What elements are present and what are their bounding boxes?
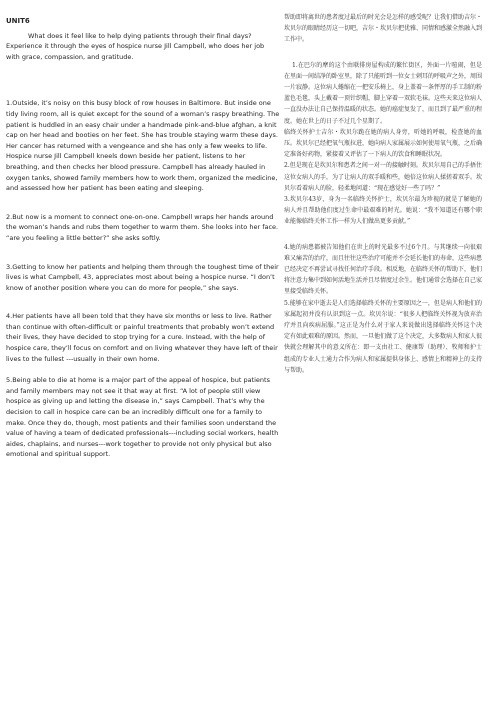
english-intro: What does it feel like to help dying patients through their final days? Experience it through the eyes of hospice nurse Jill Campbell, who does her job with grace, compassion, and gratitude. bbox=[6, 31, 265, 61]
english-paragraph-2: 2.But now is a moment to connect one-on-one. Campbell wraps her hands around the woman’s hands and rubs them together to warm them. She looks into her face. “are you feeling a little better?” she asks softly. bbox=[6, 212, 279, 242]
chinese-paragraph-4: 4.她的病患都被告知他们在世上的时光最多不过6个月。与其继续一向很艰难又痛苦的治疗，而且往往这些治疗可能并不会延长他们的寿命，这些病患已经决定不再尝试寻找任何治疗手段。相反地，在临终关怀的帮助下，他们将注意力集中到如何活地生活并且尽情度过余生。他们通常会选择在自己家里接受临终关怀。 bbox=[284, 243, 483, 296]
english-paragraph-3: 3.Getting to know her patients and helping them through the toughest time of their lives is what Campbell, 43, appreciates most about being a hospice nurse. “I don’t know of another position where you can do more for people,” she says. bbox=[6, 262, 279, 292]
chinese-paragraph-2: 2.但是现在是坎贝尔和患者之间一对一的接触时刻。坎贝尔用自己的手捂住这位女病人的手，为了让病人的双手暖和些，她倍这位病人揉搓着双手。坎贝尔看着病人的脸，轻柔地问道：“现在感觉好一些了吗？” bbox=[284, 162, 483, 192]
chinese-paragraph-1: 1.在巴尔的摩的这个由联排房屋构成的繁忙街区，外面一片喧闹，但是在里面一间结净的卧室里，除了只能听到一位女士刺耳的呼吸声之外，周围一片寂静。这位病人蜷缩在一把安乐椅上，身上盖着一条怦厚的手工制的粉蓝色毛毯，头上戴着一顶针织帽，脚上穿着一双软毛袜。这些天来这位病人一直没办法让自己保持温暖的状态。她的癌症复发了，而且到了最严重的程度。她在世上的日子不过几个星期了。 bbox=[284, 61, 483, 125]
chinese-text-column bbox=[284, 12, 482, 376]
chinese-paragraph-1b: 临终关怀护士吉尔・坎贝尔跪在她的病人身旁，听她的呼吸，检查她的血压。坎贝尔已经把氧气瓶拉进，她向病人家属展示如何使用氧气瓶，之后确定准备好药物，紧接着又评估了一下病人的饮食和睡眠状况。 bbox=[284, 128, 483, 159]
english-paragraph-1b: Hospice nurse Jill Campbell kneels down beside her patient, listens to her breathing, and then checks her blood pressure. Campbell has already hauled in oxygen tanks, showed family members how to work them, organized the medicine, and assessed how her patient has been eating and sleeping. bbox=[6, 152, 278, 193]
english-paragraph-4: 4.Her patients have all been told that they have six months or less to live. Rather than continue with often-difficult or painful treatments that probably won’t extend their lives, they have decided to stop trying for a cure. Instead, with the help of hospice care, they’ll focus on comfort and on living whatever they have left of their lives to the fullest ---usually in their own home. bbox=[6, 312, 278, 363]
english-text-column bbox=[6, 16, 280, 460]
unit-title: UNIT6 bbox=[6, 17, 30, 25]
chinese-intro: 帮助即将离世的患者度过最后的时光会是怎样的感受呢？让我们借助吉尔・坎贝尔的眼睛经历这一切吧，吉尔・坎贝尔把优雅、同情和感激全然融入到工作中。 bbox=[284, 14, 483, 44]
english-paragraph-5: 5.Being able to die at home is a major part of the appeal of hospice, but patients and family members may not see it that way at first. “A lot of people still view hospice as giving up and letting the disease in,” says Campbell. That’s why the decision to call in hospice care can be an incredibly difficult one for a family to make. Once they do, though, most patients and their families soon understand the value of having a team of dedicated professionals---including social workers, health aides, chaplains, and nurses---work together to provide not only physical but also emotional and spiritual support. bbox=[6, 376, 279, 459]
chinese-paragraph-3: 3.坎贝尔43岁，身为一名临终关怀护士，坎贝尔最为珍视的就是了解她的病人并且帮助他们度过生命中最艰难的时光。她说：“我不知道还有哪个职业能像临终关怀工作一样为人们做出更多贡献。” bbox=[284, 196, 482, 226]
english-paragraph-1: 1.Outside, it’s noisy on this busy block of row houses in Baltimore. But inside one tidy living room, all is quiet except for the sound of a woman’s raspy breathing. The patient is huddled in an easy chair under a handmade pink-and-blue afghan, a knit cap on her head and booties on her feet. She has trouble staying warm these days. Her cancer has returned with a vengeance and she has only a few weeks to life. bbox=[6, 99, 280, 150]
chinese-paragraph-5: 5.能够在家中逝去是人们选择临终关怀的主要原因之一，但是病人和他们的家属起初并没有认识到这一点。坎贝尔说：“很多人把临终关怀视为放弃治疗并且向疾病屈服。”这正是为什么对于家人来说做出选择临终关怀这个决定有如此艰难的原因。然而，一旦他们做了这个决定，大多数病人和家人很快就会理解其中的意义所在：即一支由社工、健康帮（助理）、牧师和护士组成的专业人士通力合作为病人和家属提供身体上、感情上和精神上的支持与帮助。 bbox=[284, 299, 483, 374]
